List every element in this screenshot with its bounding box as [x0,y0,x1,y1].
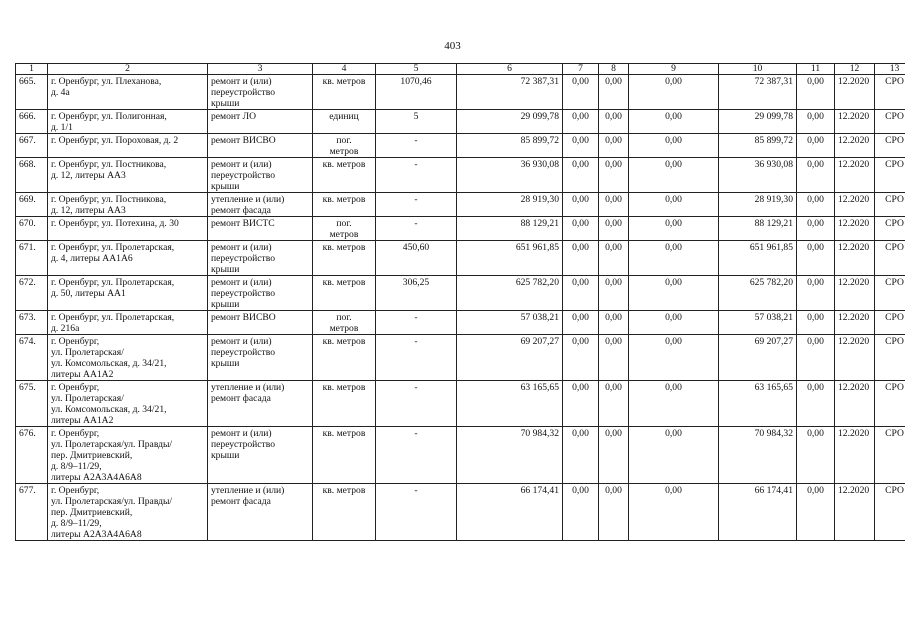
quantity-cell: - [376,484,457,541]
unit-line: метров [329,229,359,240]
total-cost-cell: 36 930,08 [457,158,563,193]
col10-cell: 66 174,41 [719,484,797,541]
method-cell: СРО [875,75,905,110]
method-cell: СРО [875,241,905,276]
quantity-cell: 5 [376,110,457,134]
row-number: 666. [16,110,48,134]
unit-cell [313,381,376,427]
quantity-cell: 306,25 [376,276,457,311]
unit-cell [313,134,376,158]
method-cell: СРО [875,193,905,217]
total-cost-cell: 57 038,21 [457,311,563,335]
method-cell: СРО [875,276,905,311]
row-number: 670. [16,217,48,241]
date-cell: 12.2020 [835,241,875,276]
table-row [16,75,905,110]
work-type-cell [208,335,313,381]
work-line: переустройство [211,253,276,264]
date-cell: 12.2020 [835,217,875,241]
address-line: литеры АА1А2 [51,415,114,426]
row-number: 665. [16,75,48,110]
col7-cell: 0,00 [563,311,599,335]
quantity-cell: - [376,134,457,158]
col9-cell: 0,00 [629,134,719,158]
unit-cell [313,241,376,276]
work-line: ремонт ВИСТС [211,218,275,229]
address-line: г. Оренбург, ул. Пролетарская, [51,242,175,253]
work-line: крыши [211,264,240,275]
address-line: ул. Комсомольская, д. 34/21, [51,358,167,369]
work-type-cell [208,276,313,311]
total-cost-cell: 69 207,27 [457,335,563,381]
method-cell: СРО [875,217,905,241]
work-type-cell [208,241,313,276]
method-cell: СРО [875,311,905,335]
unit-cell [313,217,376,241]
column-number: 4 [313,64,376,75]
quantity-cell: - [376,427,457,484]
column-number: 13 [875,64,905,75]
work-line: ремонт и (или) [211,242,272,253]
total-cost-cell: 66 174,41 [457,484,563,541]
table-row [16,134,905,158]
address-line: г. Оренбург, [51,485,100,496]
total-cost-cell: 625 782,20 [457,276,563,311]
unit-cell [313,335,376,381]
work-line: ремонт ЛО [211,111,257,122]
col11-cell: 0,00 [797,381,835,427]
column-number: 9 [629,64,719,75]
data-table [15,63,905,541]
column-number: 8 [599,64,629,75]
col10-cell: 85 899,72 [719,134,797,158]
address-line: д. 8/9–11/29, [51,518,102,529]
column-number-row [16,64,905,75]
table-row [16,311,905,335]
address-line: д. 4а [51,87,70,98]
work-line: утепление и (или) [211,485,285,496]
row-number: 673. [16,311,48,335]
col9-cell: 0,00 [629,158,719,193]
quantity-cell: - [376,335,457,381]
col10-cell: 69 207,27 [719,335,797,381]
address-line: г. Оренбург, ул. Плеханова, [51,76,162,87]
work-type-cell [208,134,313,158]
col10-cell: 625 782,20 [719,276,797,311]
col9-cell: 0,00 [629,381,719,427]
row-number: 672. [16,276,48,311]
method-cell: СРО [875,110,905,134]
address-cell [48,241,208,276]
address-line: г. Оренбург, ул. Пролетарская, [51,312,175,323]
unit-cell [313,276,376,311]
col8-cell: 0,00 [599,241,629,276]
address-line: пер. Дмитриевский, [51,507,133,518]
unit-line: метров [329,323,359,334]
col9-cell: 0,00 [629,217,719,241]
work-line: крыши [211,450,240,461]
col9-cell: 0,00 [629,75,719,110]
address-cell [48,484,208,541]
date-cell: 12.2020 [835,193,875,217]
work-type-cell [208,110,313,134]
col10-cell: 651 961,85 [719,241,797,276]
row-number: 677. [16,484,48,541]
col10-cell: 88 129,21 [719,217,797,241]
unit-cell [313,311,376,335]
table-row [16,276,905,311]
row-number: 668. [16,158,48,193]
col7-cell: 0,00 [563,276,599,311]
col8-cell: 0,00 [599,276,629,311]
address-line: литеры АА1А2 [51,369,114,380]
col8-cell: 0,00 [599,134,629,158]
col7-cell: 0,00 [563,335,599,381]
date-cell: 12.2020 [835,134,875,158]
unit-line: кв. метров [322,277,366,288]
work-line: ремонт фасада [211,496,271,507]
total-cost-cell: 85 899,72 [457,134,563,158]
unit-line: метров [329,146,359,157]
address-line: ул. Пролетарская/ул. Правды/ [51,439,173,450]
address-cell [48,311,208,335]
address-cell [48,158,208,193]
col7-cell: 0,00 [563,134,599,158]
table-row [16,241,905,276]
column-number: 12 [835,64,875,75]
work-line: ремонт ВИСВО [211,135,276,146]
col7-cell: 0,00 [563,75,599,110]
col11-cell: 0,00 [797,158,835,193]
col11-cell: 0,00 [797,134,835,158]
address-line: ул. Пролетарская/ [51,347,124,358]
total-cost-cell: 70 984,32 [457,427,563,484]
date-cell: 12.2020 [835,311,875,335]
quantity-cell: - [376,381,457,427]
col11-cell: 0,00 [797,193,835,217]
col7-cell: 0,00 [563,381,599,427]
address-cell [48,335,208,381]
column-number: 7 [563,64,599,75]
col11-cell: 0,00 [797,241,835,276]
col9-cell: 0,00 [629,241,719,276]
quantity-cell: - [376,311,457,335]
address-line: д. 50, литеры АА1 [51,288,126,299]
address-line: г. Оренбург, [51,336,100,347]
unit-line: кв. метров [322,382,366,393]
row-number: 676. [16,427,48,484]
address-line: ул. Пролетарская/ [51,393,124,404]
address-line: литеры А2А3А4А6А8 [51,529,142,540]
address-line: ул. Пролетарская/ул. Правды/ [51,496,173,507]
col8-cell: 0,00 [599,158,629,193]
table-row [16,484,905,541]
column-number: 10 [719,64,797,75]
unit-line: кв. метров [322,485,366,496]
work-type-cell [208,427,313,484]
row-number: 675. [16,381,48,427]
work-line: ремонт ВИСВО [211,312,276,323]
address-cell [48,193,208,217]
quantity-cell: - [376,158,457,193]
date-cell: 12.2020 [835,381,875,427]
table-row [16,158,905,193]
address-cell [48,134,208,158]
col7-cell: 0,00 [563,158,599,193]
col11-cell: 0,00 [797,276,835,311]
address-line: д. 12, литеры АА3 [51,205,126,216]
col8-cell: 0,00 [599,193,629,217]
address-line: ул. Комсомольская, д. 34/21, [51,404,167,415]
col8-cell: 0,00 [599,427,629,484]
work-line: переустройство [211,347,276,358]
work-line: ремонт и (или) [211,76,272,87]
col10-cell: 29 099,78 [719,110,797,134]
address-line: г. Оренбург, ул. Постникова, [51,194,167,205]
table-row [16,381,905,427]
col9-cell: 0,00 [629,193,719,217]
page-number: 403 [444,40,461,52]
col8-cell: 0,00 [599,381,629,427]
method-cell: СРО [875,134,905,158]
date-cell: 12.2020 [835,484,875,541]
unit-line: пог. [336,312,352,323]
work-type-cell [208,217,313,241]
date-cell: 12.2020 [835,75,875,110]
column-number: 3 [208,64,313,75]
address-line: г. Оренбург, ул. Пролетарская, [51,277,175,288]
work-line: ремонт фасада [211,393,271,404]
col7-cell: 0,00 [563,241,599,276]
column-number: 1 [16,64,48,75]
work-line: переустройство [211,439,276,450]
col10-cell: 36 930,08 [719,158,797,193]
col9-cell: 0,00 [629,276,719,311]
work-line: ремонт фасада [211,205,271,216]
unit-cell [313,75,376,110]
address-line: г. Оренбург, ул. Полигонная, [51,111,167,122]
col8-cell: 0,00 [599,335,629,381]
column-number: 6 [457,64,563,75]
address-cell [48,427,208,484]
work-line: переустройство [211,87,276,98]
method-cell: СРО [875,484,905,541]
col9-cell: 0,00 [629,311,719,335]
unit-cell [313,484,376,541]
unit-line: кв. метров [322,336,366,347]
date-cell: 12.2020 [835,276,875,311]
total-cost-cell: 88 129,21 [457,217,563,241]
work-line: утепление и (или) [211,194,285,205]
work-line: ремонт и (или) [211,277,272,288]
col8-cell: 0,00 [599,110,629,134]
method-cell: СРО [875,158,905,193]
address-line: д. 1/1 [51,122,73,133]
quantity-cell: 1070,46 [376,75,457,110]
work-type-cell [208,311,313,335]
total-cost-cell: 72 387,31 [457,75,563,110]
address-cell [48,276,208,311]
work-type-cell [208,193,313,217]
method-cell: СРО [875,335,905,381]
address-line: г. Оренбург, ул. Пороховая, д. 2 [51,135,179,146]
work-line: ремонт и (или) [211,159,272,170]
date-cell: 12.2020 [835,110,875,134]
col11-cell: 0,00 [797,75,835,110]
col11-cell: 0,00 [797,427,835,484]
work-line: ремонт и (или) [211,428,272,439]
address-line: пер. Дмитриевский, [51,450,133,461]
col9-cell: 0,00 [629,110,719,134]
unit-line: кв. метров [322,428,366,439]
address-line: д. 8/9–11/29, [51,461,102,472]
work-type-cell [208,381,313,427]
unit-line: пог. [336,218,352,229]
quantity-cell: - [376,193,457,217]
work-line: крыши [211,299,240,310]
work-line: переустройство [211,170,276,181]
address-line: г. Оренбург, ул. Постникова, [51,159,167,170]
address-line: д. 12, литеры АА3 [51,170,126,181]
col10-cell: 28 919,30 [719,193,797,217]
col8-cell: 0,00 [599,484,629,541]
total-cost-cell: 29 099,78 [457,110,563,134]
col11-cell: 0,00 [797,217,835,241]
col9-cell: 0,00 [629,427,719,484]
col11-cell: 0,00 [797,335,835,381]
column-number: 5 [376,64,457,75]
quantity-cell: 450,60 [376,241,457,276]
col9-cell: 0,00 [629,335,719,381]
col10-cell: 57 038,21 [719,311,797,335]
unit-cell [313,193,376,217]
unit-line: кв. метров [322,76,366,87]
col7-cell: 0,00 [563,193,599,217]
col10-cell: 72 387,31 [719,75,797,110]
work-line: крыши [211,98,240,109]
unit-cell [313,427,376,484]
address-line: д. 216а [51,323,80,334]
table-row [16,193,905,217]
table-row [16,427,905,484]
date-cell: 12.2020 [835,427,875,484]
work-type-cell [208,75,313,110]
total-cost-cell: 651 961,85 [457,241,563,276]
address-line: г. Оренбург, [51,428,100,439]
unit-line: кв. метров [322,159,366,170]
quantity-cell: - [376,217,457,241]
address-line: д. 4, литеры АА1А6 [51,253,133,264]
total-cost-cell: 63 165,65 [457,381,563,427]
col8-cell: 0,00 [599,311,629,335]
col11-cell: 0,00 [797,110,835,134]
unit-line: единиц [329,111,359,122]
work-line: ремонт и (или) [211,336,272,347]
col11-cell: 0,00 [797,484,835,541]
work-type-cell [208,158,313,193]
address-line: г. Оренбург, [51,382,100,393]
work-line: переустройство [211,288,276,299]
col10-cell: 63 165,65 [719,381,797,427]
work-line: утепление и (или) [211,382,285,393]
address-cell [48,110,208,134]
unit-line: кв. метров [322,242,366,253]
work-type-cell [208,484,313,541]
address-cell [48,217,208,241]
table-body [16,64,905,541]
table-row [16,110,905,134]
column-number: 11 [797,64,835,75]
date-cell: 12.2020 [835,335,875,381]
total-cost-cell: 28 919,30 [457,193,563,217]
unit-cell [313,158,376,193]
date-cell: 12.2020 [835,158,875,193]
address-line: литеры А2А3А4А6А8 [51,472,142,483]
col11-cell: 0,00 [797,311,835,335]
unit-cell [313,110,376,134]
table-row [16,335,905,381]
row-number: 669. [16,193,48,217]
col7-cell: 0,00 [563,484,599,541]
row-number: 667. [16,134,48,158]
col7-cell: 0,00 [563,427,599,484]
address-cell [48,75,208,110]
col7-cell: 0,00 [563,110,599,134]
col7-cell: 0,00 [563,217,599,241]
row-number: 671. [16,241,48,276]
col10-cell: 70 984,32 [719,427,797,484]
method-cell: СРО [875,381,905,427]
unit-line: пог. [336,135,352,146]
col8-cell: 0,00 [599,75,629,110]
table-row [16,217,905,241]
address-line: г. Оренбург, ул. Потехина, д. 30 [51,218,179,229]
work-line: крыши [211,358,240,369]
work-line: крыши [211,181,240,192]
method-cell: СРО [875,427,905,484]
col9-cell: 0,00 [629,484,719,541]
unit-line: кв. метров [322,194,366,205]
col8-cell: 0,00 [599,217,629,241]
column-number: 2 [48,64,208,75]
row-number: 674. [16,335,48,381]
address-cell [48,381,208,427]
